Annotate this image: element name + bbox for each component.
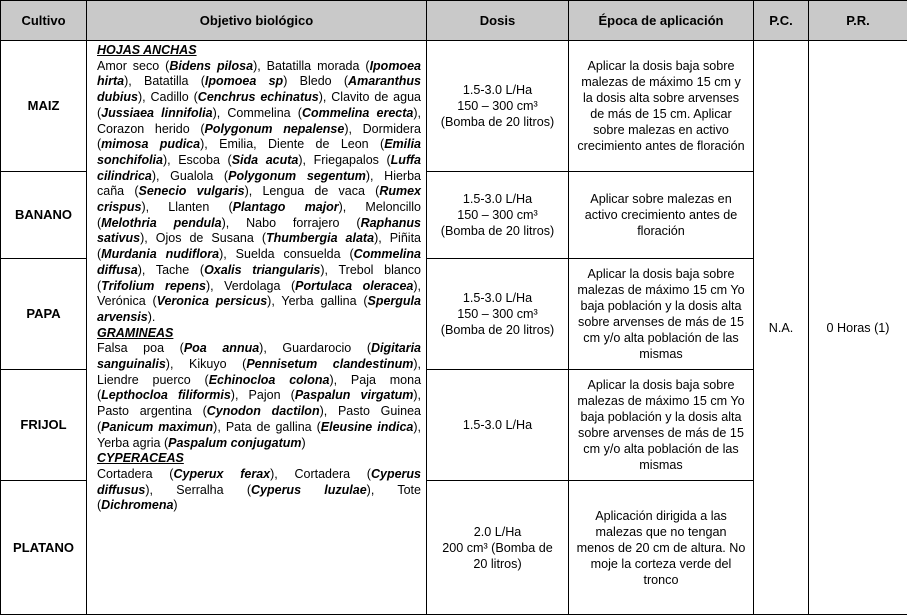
- species-text: ), Pasto argentina (: [97, 388, 421, 419]
- pr-cell: 0 Horas (1): [809, 41, 907, 615]
- dosis-line: 1.5-3.0 L/Ha: [462, 418, 533, 432]
- species-scientific-name: Commelina diffusa: [97, 247, 421, 277]
- species-text: ), Cadillo (: [137, 90, 198, 105]
- species-text: ), Cortadera (: [270, 466, 371, 481]
- species-scientific-name: Raphanus sativus: [97, 215, 421, 246]
- species-scientific-name: Pennisetum clandestinum: [246, 357, 414, 372]
- species-scientific-name: Bidens pilosa: [169, 58, 254, 73]
- species-text: ), Emilia, Diente de Leon (: [200, 137, 385, 152]
- species-scientific-name: Paspalun virgatum: [294, 388, 414, 403]
- objetivo-cell: [87, 41, 427, 615]
- species-text: ), Commelina (: [212, 105, 302, 120]
- species-text: ), Dormidera (: [97, 121, 421, 152]
- dosis-cell: [427, 259, 569, 370]
- species-text: ), Lengua de vaca (: [244, 184, 380, 199]
- dosis-line: 2.0 L/Ha: [473, 524, 522, 539]
- species-scientific-name: Cyperus diffusus: [97, 466, 421, 497]
- species-text: ), Escoba (: [162, 152, 232, 167]
- epoca-cell: Aplicación dirigida a las malezas que no tengan menos de 20 cm de altura. No moje la corteza verde del tronco: [569, 481, 754, 615]
- dosis-line: (Bomba de 20 litros): [440, 115, 555, 129]
- species-scientific-name: Senecio vulgaris: [138, 184, 245, 199]
- species-text: ).: [147, 309, 156, 324]
- header-objetivo: Objetivo biológico: [87, 1, 427, 41]
- pc-cell: N.A.: [754, 41, 809, 615]
- species-text: ), Trebol blanco (: [97, 262, 421, 293]
- species-scientific-name: Emilia sonchifolia: [97, 137, 422, 167]
- species-scientific-name: Dichromena: [101, 498, 174, 513]
- species-text: ), Batatilla morada (: [253, 58, 370, 73]
- header-row: [1, 1, 907, 41]
- species-scientific-name: Jussiaea linnifolia: [101, 105, 213, 120]
- species-text: ), Meloncillo (: [97, 200, 422, 230]
- species-scientific-name: Melothria pendula: [101, 215, 222, 230]
- species-scientific-name: Sida acuta: [231, 152, 299, 167]
- species-text: ), Llanten (: [141, 200, 233, 215]
- epoca-cell: Aplicar la dosis baja sobre malezas de máximo 15 cm Yo baja población y la dosis alta sobre arvenses de más de 15 cm y/o alta población de las mismas: [569, 370, 754, 481]
- species-text: ), Pata de gallina (: [213, 419, 321, 434]
- gramineas-list: [97, 341, 421, 451]
- epoca-cell: Aplicar sobre malezas en activo crecimiento antes de floración: [569, 172, 754, 259]
- species-scientific-name: Eleusine indica: [320, 419, 414, 434]
- species-text: ), Pajon (: [230, 388, 295, 403]
- species-scientific-name: Poa annua: [183, 341, 260, 356]
- crop-cell: FRIJOL: [1, 370, 87, 481]
- header-epoca: Época de aplicación: [569, 1, 754, 41]
- species-scientific-name: Echinocloa colona: [208, 372, 330, 387]
- species-scientific-name: Amaranthus dubius: [97, 74, 421, 105]
- species-text: ), Liendre puerco (: [97, 357, 421, 387]
- species-text: ), Batatilla (: [124, 74, 205, 89]
- species-scientific-name: Commelina erecta: [301, 105, 414, 120]
- species-text: ), Hierba caña (: [97, 168, 421, 199]
- species-scientific-name: Spergula arvensis: [97, 294, 421, 324]
- header-pc: P.C.: [754, 1, 809, 41]
- species-text: ), Serralha (: [145, 482, 251, 497]
- hojas-anchas-heading: HOJAS ANCHAS: [97, 43, 197, 57]
- species-text: ), Kikuyo (: [165, 357, 247, 372]
- dosis-cell: [427, 172, 569, 259]
- dosis-cell: [427, 370, 569, 481]
- species-text: ), Nabo forrajero (: [221, 215, 361, 230]
- species-text: ), Corazon herido (: [97, 105, 421, 136]
- species-text: ), Tache (: [137, 262, 205, 277]
- species-text: ), Ojos de Susana (: [140, 231, 266, 246]
- species-scientific-name: Rumex crispus: [97, 184, 421, 215]
- dosis-line: (Bomba de 20 litros): [440, 224, 555, 238]
- cyperaceas-list: [97, 467, 421, 514]
- crop-cell: MAIZ: [1, 41, 87, 172]
- species-text: ), Guardarocio (: [259, 341, 371, 356]
- species-text: Falsa poa (: [97, 341, 184, 356]
- dosis-cell: [427, 481, 569, 615]
- header-dosis: Dosis: [427, 1, 569, 41]
- epoca-cell: Aplicar la dosis baja sobre malezas de máximo 15 cm y la dosis alta sobre arvenses de más de 15 cm. Aplicar sobre malezas en activo crecimiento antes de floración: [569, 41, 754, 172]
- species-scientific-name: Ipomoea hirta: [97, 58, 421, 89]
- species-scientific-name: Cyperux ferax: [173, 466, 271, 481]
- dosis-line: 1.5-3.0 L/Ha: [462, 192, 533, 206]
- dosis-line: 1.5-3.0 L/Ha: [462, 83, 533, 97]
- cyperaceas-heading: CYPERACEAS: [97, 451, 184, 466]
- dosis-line: 200 cm³ (Bomba de: [442, 540, 553, 555]
- dosis-line: 20 litros): [473, 556, 522, 571]
- species-scientific-name: Luffa cilindrica: [97, 152, 421, 183]
- species-scientific-name: Cyperus luzulae: [251, 482, 367, 497]
- species-scientific-name: Oxalis triangularis: [204, 262, 321, 277]
- species-scientific-name: Portulaca oleracea: [295, 278, 414, 293]
- species-scientific-name: Thumbergia alata: [266, 231, 375, 246]
- table-row: [1, 41, 907, 172]
- species-text: ), Yerba agria (: [97, 419, 421, 450]
- species-scientific-name: Plantago major: [232, 200, 339, 215]
- species-text: ), Clavito de agua (: [97, 90, 421, 120]
- species-scientific-name: Polygonum segentum: [228, 168, 366, 183]
- species-scientific-name: Cynodon dactilon: [206, 404, 320, 419]
- species-scientific-name: Trifolium repens: [101, 278, 206, 293]
- species-scientific-name: Paspalum conjugatum: [168, 435, 302, 450]
- species-text: ): [173, 498, 178, 513]
- dosis-line: 150 – 300 cm³: [457, 99, 538, 113]
- species-text: ), Piñita (: [97, 231, 421, 262]
- dosis-line: (Bomba de 20 litros): [440, 323, 555, 337]
- species-text: Cortadera (: [97, 466, 174, 481]
- crop-cell: PLATANO: [1, 481, 87, 615]
- species-scientific-name: mimosa pudica: [101, 137, 201, 152]
- species-text: ), Friegapalos (: [298, 152, 391, 167]
- gramineas-heading: GRAMINEAS: [97, 325, 174, 340]
- species-scientific-name: Veronica persicus: [156, 294, 268, 309]
- dosis-line: 1.5-3.0 L/Ha: [462, 291, 533, 305]
- species-scientific-name: Cenchrus echinatus: [197, 90, 319, 105]
- species-scientific-name: Digitaria sanguinalis: [97, 341, 421, 372]
- species-text: Amor seco (: [97, 58, 170, 73]
- species-text: ), Verdolaga (: [205, 278, 296, 293]
- epoca-cell: Aplicar la dosis baja sobre malezas de máximo 15 cm Yo baja población y la dosis alta sobre arvenses de más de 15 cm y/o alta población de las mismas: [569, 259, 754, 370]
- species-text: ), Tote (: [97, 482, 421, 513]
- species-text: ), Paja mona (: [97, 372, 422, 403]
- species-scientific-name: Lepthocloa filiformis: [101, 388, 231, 403]
- header-pr: P.R.: [809, 1, 907, 41]
- dosis-cell: [427, 41, 569, 172]
- species-text: ), Yerba gallina (: [267, 294, 368, 309]
- species-text: ), Pasto Guinea (: [97, 404, 421, 434]
- species-scientific-name: Polygonum nepalense: [204, 121, 345, 136]
- species-text: ) Bledo (: [283, 74, 349, 89]
- crop-cell: BANANO: [1, 172, 87, 259]
- species-text: ), Gualola (: [151, 168, 229, 183]
- species-text: ), Suelda consuelda (: [219, 247, 354, 262]
- species-text: ), Verónica (: [97, 278, 421, 309]
- dosis-line: 150 – 300 cm³: [457, 208, 538, 222]
- species-scientific-name: Murdania nudiflora: [101, 247, 220, 262]
- header-cultivo: Cultivo: [1, 1, 87, 41]
- species-text: ): [301, 435, 306, 450]
- dosis-line: 150 – 300 cm³: [457, 307, 538, 321]
- hojas-anchas-list: [97, 59, 421, 326]
- species-scientific-name: Ipomoea sp: [204, 74, 284, 89]
- crop-cell: PAPA: [1, 259, 87, 370]
- species-scientific-name: Panicum maximun: [101, 419, 214, 434]
